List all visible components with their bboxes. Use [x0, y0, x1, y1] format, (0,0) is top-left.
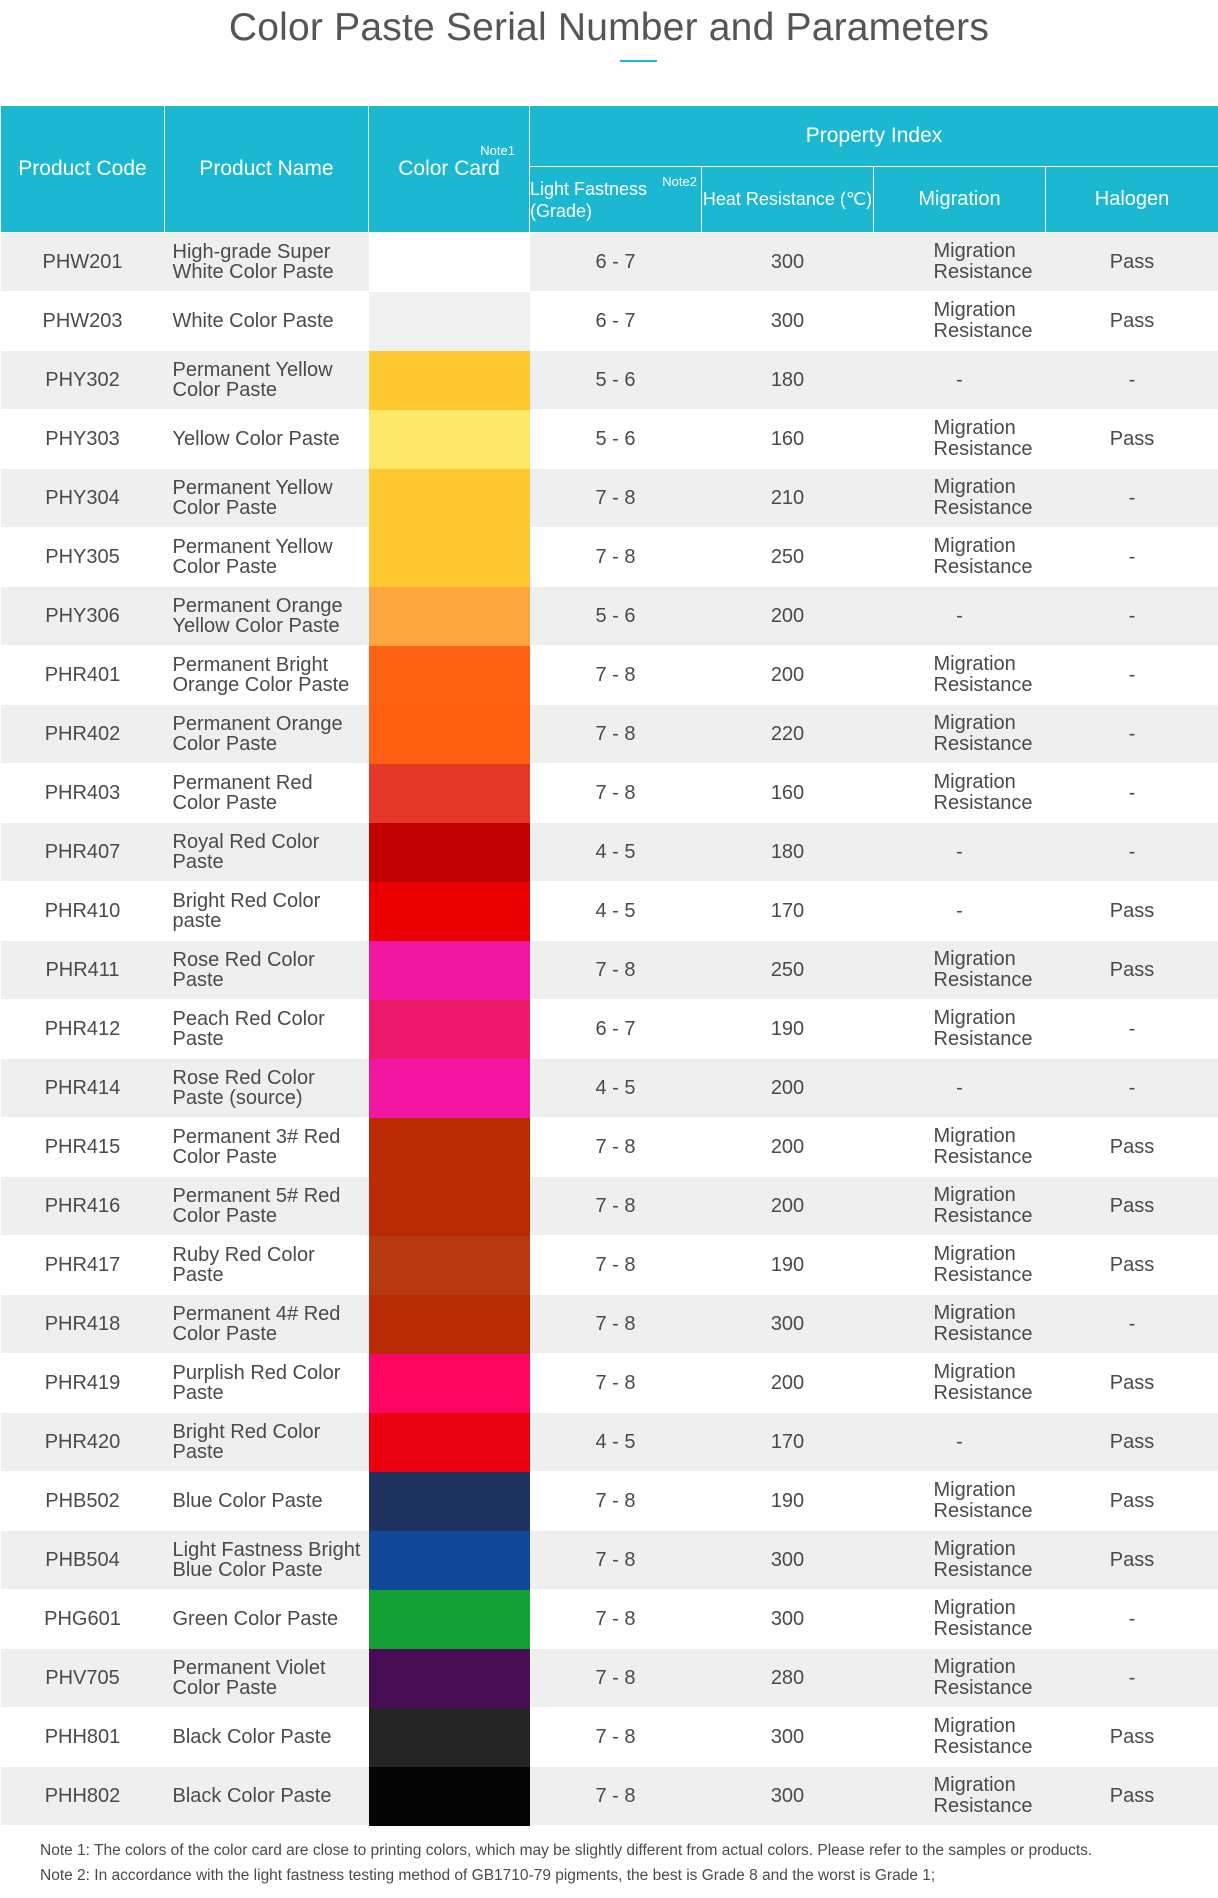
product-name-cell: Rose Red Color Paste [165, 941, 369, 1000]
heat-resistance-cell: 300 [702, 292, 874, 351]
migration-cell: - [874, 1413, 1046, 1472]
migration-cell: Migration Resistance [874, 292, 1046, 351]
color-card-swatch [369, 823, 530, 882]
product-name-cell: Permanent Orange Yellow Color Paste [165, 587, 369, 646]
light-fastness-cell: 7 - 8 [530, 1472, 702, 1531]
heat-resistance-cell: 200 [702, 1177, 874, 1236]
halogen-cell: Pass [1046, 1472, 1218, 1531]
color-card-swatch [369, 1118, 530, 1177]
color-card-swatch [369, 1295, 530, 1354]
migration-cell: - [874, 823, 1046, 882]
light-fastness-cell: 7 - 8 [530, 1295, 702, 1354]
product-code-cell: PHR417 [1, 1236, 165, 1295]
header-color-card-label: Color Card [398, 157, 500, 180]
product-code-cell: PHB502 [1, 1472, 165, 1531]
heat-resistance-cell: 280 [702, 1649, 874, 1708]
table-row [1, 1413, 1218, 1472]
heat-resistance-cell: 200 [702, 1118, 874, 1177]
migration-cell: Migration Resistance [874, 1118, 1046, 1177]
product-name-cell: Permanent Yellow Color Paste [165, 351, 369, 410]
header-light-fastness-label: Light Fastness [530, 178, 648, 199]
migration-cell: Migration Resistance [874, 1708, 1046, 1767]
light-fastness-cell: 7 - 8 [530, 1708, 702, 1767]
light-fastness-cell: 7 - 8 [530, 941, 702, 1000]
halogen-cell: Pass [1046, 1177, 1218, 1236]
product-name-cell: Bright Red Color Paste [165, 1413, 369, 1472]
migration-cell: - [874, 882, 1046, 941]
product-name-cell: Permanent Orange Color Paste [165, 705, 369, 764]
table-row [1, 1472, 1218, 1531]
product-name-cell: White Color Paste [165, 292, 369, 351]
color-card-swatch [369, 646, 530, 705]
light-fastness-cell: 4 - 5 [530, 1059, 702, 1118]
product-name-cell: Permanent 4# Red Color Paste [165, 1295, 369, 1354]
table-row [1, 1531, 1218, 1590]
migration-cell: Migration Resistance [874, 1295, 1046, 1354]
light-fastness-cell: 7 - 8 [530, 469, 702, 528]
table-row [1, 1236, 1218, 1295]
table-row [1, 292, 1218, 351]
light-fastness-cell: 4 - 5 [530, 1413, 702, 1472]
table-row [1, 1295, 1218, 1354]
color-card-swatch [369, 1059, 530, 1118]
heat-resistance-cell: 170 [702, 882, 874, 941]
product-name-cell: Permanent Violet Color Paste [165, 1649, 369, 1708]
migration-cell: Migration Resistance [874, 764, 1046, 823]
color-card-swatch [369, 1000, 530, 1059]
light-fastness-cell: 7 - 8 [530, 1531, 702, 1590]
product-code-cell: PHH802 [1, 1767, 165, 1826]
product-name-cell: Rose Red Color Paste (source) [165, 1059, 369, 1118]
light-fastness-cell: 5 - 6 [530, 410, 702, 469]
product-name-cell: High-grade Super White Color Paste [165, 233, 369, 292]
color-card-swatch [369, 469, 530, 528]
color-card-swatch [369, 1531, 530, 1590]
heat-resistance-cell: 200 [702, 1059, 874, 1118]
heat-resistance-cell: 160 [702, 410, 874, 469]
notes [40, 1838, 1092, 1888]
table-row [1, 1649, 1218, 1708]
color-card-swatch [369, 705, 530, 764]
heat-resistance-cell: 210 [702, 469, 874, 528]
halogen-cell: Pass [1046, 1236, 1218, 1295]
halogen-cell: Pass [1046, 1118, 1218, 1177]
halogen-cell: - [1046, 1059, 1218, 1118]
color-card-swatch [369, 1472, 530, 1531]
table-body [1, 233, 1218, 1826]
heat-resistance-cell: 300 [702, 1295, 874, 1354]
color-card-swatch [369, 1649, 530, 1708]
light-fastness-cell: 4 - 5 [530, 823, 702, 882]
light-fastness-cell: 7 - 8 [530, 1767, 702, 1826]
migration-cell: Migration Resistance [874, 1767, 1046, 1826]
light-fastness-cell: 7 - 8 [530, 764, 702, 823]
header-migration: Migration [874, 167, 1046, 233]
table-row [1, 1000, 1218, 1059]
product-name-cell: Royal Red Color Paste [165, 823, 369, 882]
product-code-cell: PHB504 [1, 1531, 165, 1590]
table-row [1, 351, 1218, 410]
heat-resistance-cell: 190 [702, 1236, 874, 1295]
migration-cell: Migration Resistance [874, 1177, 1046, 1236]
heat-resistance-cell: 220 [702, 705, 874, 764]
halogen-cell: - [1046, 528, 1218, 587]
product-name-cell: Permanent Yellow Color Paste [165, 528, 369, 587]
migration-cell: Migration Resistance [874, 469, 1046, 528]
product-code-cell: PHR415 [1, 1118, 165, 1177]
header-halogen: Halogen [1046, 167, 1218, 233]
product-code-cell: PHY306 [1, 587, 165, 646]
heat-resistance-cell: 190 [702, 1472, 874, 1531]
title-underline [620, 60, 657, 62]
halogen-cell: - [1046, 705, 1218, 764]
table-row [1, 705, 1218, 764]
product-code-cell: PHR410 [1, 882, 165, 941]
product-code-cell: PHW201 [1, 233, 165, 292]
heat-resistance-cell: 190 [702, 1000, 874, 1059]
color-card-swatch [369, 1767, 530, 1826]
heat-resistance-cell: 250 [702, 941, 874, 1000]
header-light-fastness-unit: (Grade) [530, 200, 593, 221]
table-row [1, 410, 1218, 469]
table-row [1, 646, 1218, 705]
light-fastness-cell: 6 - 7 [530, 1000, 702, 1059]
product-code-cell: PHR414 [1, 1059, 165, 1118]
color-card-swatch [369, 410, 530, 469]
halogen-cell: - [1046, 1000, 1218, 1059]
product-name-cell: Yellow Color Paste [165, 410, 369, 469]
table-row [1, 823, 1218, 882]
product-name-cell: Permanent 5# Red Color Paste [165, 1177, 369, 1236]
product-name-cell: Blue Color Paste [165, 1472, 369, 1531]
halogen-cell: Pass [1046, 233, 1218, 292]
parameters-table [0, 105, 1218, 1826]
header-property-index: Property Index [530, 106, 1218, 167]
light-fastness-cell: 6 - 7 [530, 233, 702, 292]
halogen-cell: - [1046, 1295, 1218, 1354]
light-fastness-cell: 6 - 7 [530, 292, 702, 351]
color-card-swatch [369, 351, 530, 410]
color-card-swatch [369, 764, 530, 823]
note-1: Note 1: The colors of the color card are close to printing colors, which may be slightly different from actual colors. Please refer to the samples or products. [40, 1842, 1093, 1859]
halogen-cell: Pass [1046, 1767, 1218, 1826]
heat-resistance-cell: 300 [702, 1708, 874, 1767]
light-fastness-cell: 5 - 6 [530, 587, 702, 646]
table-row [1, 587, 1218, 646]
light-fastness-cell: 7 - 8 [530, 705, 702, 764]
product-name-cell: Permanent Red Color Paste [165, 764, 369, 823]
halogen-cell: Pass [1046, 1531, 1218, 1590]
light-fastness-cell: 7 - 8 [530, 1354, 702, 1413]
heat-resistance-cell: 180 [702, 823, 874, 882]
header-product-name: Product Name [165, 106, 369, 233]
migration-cell: Migration Resistance [874, 646, 1046, 705]
product-name-cell: Permanent Yellow Color Paste [165, 469, 369, 528]
table-row [1, 1118, 1218, 1177]
table-row [1, 1590, 1218, 1649]
product-code-cell: PHR403 [1, 764, 165, 823]
product-code-cell: PHR420 [1, 1413, 165, 1472]
heat-resistance-cell: 160 [702, 764, 874, 823]
halogen-cell: Pass [1046, 1354, 1218, 1413]
halogen-cell: - [1046, 764, 1218, 823]
halogen-cell: - [1046, 1649, 1218, 1708]
migration-cell: Migration Resistance [874, 410, 1046, 469]
heat-resistance-cell: 200 [702, 646, 874, 705]
table-row [1, 233, 1218, 292]
light-fastness-cell: 7 - 8 [530, 1649, 702, 1708]
product-code-cell: PHR407 [1, 823, 165, 882]
heat-resistance-cell: 200 [702, 1354, 874, 1413]
halogen-cell: - [1046, 646, 1218, 705]
product-name-cell: Light Fastness Bright Blue Color Paste [165, 1531, 369, 1590]
halogen-cell: Pass [1046, 1708, 1218, 1767]
heat-resistance-cell: 300 [702, 1531, 874, 1590]
product-name-cell: Bright Red Color paste [165, 882, 369, 941]
product-name-cell: Permanent 3# Red Color Paste [165, 1118, 369, 1177]
color-card-swatch [369, 1354, 530, 1413]
light-fastness-cell: 7 - 8 [530, 1236, 702, 1295]
product-code-cell: PHR418 [1, 1295, 165, 1354]
product-name-cell: Ruby Red Color Paste [165, 1236, 369, 1295]
product-code-cell: PHY304 [1, 469, 165, 528]
note1-superscript: Note1 [480, 143, 515, 158]
product-code-cell: PHR412 [1, 1000, 165, 1059]
light-fastness-cell: 7 - 8 [530, 1177, 702, 1236]
light-fastness-cell: 5 - 6 [530, 351, 702, 410]
table-row [1, 1767, 1218, 1826]
note-2: Note 2: In accordance with the light fastness testing method of GB1710-79 pigments, the best is Grade 8 and the worst is Grade 1; [40, 1867, 936, 1884]
header-light-fastness [530, 167, 702, 233]
migration-cell: Migration Resistance [874, 941, 1046, 1000]
halogen-cell: Pass [1046, 410, 1218, 469]
light-fastness-cell: 4 - 5 [530, 882, 702, 941]
light-fastness-cell: 7 - 8 [530, 646, 702, 705]
table-row [1, 528, 1218, 587]
product-code-cell: PHR402 [1, 705, 165, 764]
color-card-swatch [369, 941, 530, 1000]
migration-cell: Migration Resistance [874, 1472, 1046, 1531]
product-code-cell: PHV705 [1, 1649, 165, 1708]
color-card-swatch [369, 528, 530, 587]
product-code-cell: PHY305 [1, 528, 165, 587]
product-code-cell: PHY302 [1, 351, 165, 410]
header-heat-resistance: Heat Resistance (℃) [702, 167, 874, 233]
migration-cell: - [874, 351, 1046, 410]
migration-cell: Migration Resistance [874, 1531, 1046, 1590]
light-fastness-cell: 7 - 8 [530, 1118, 702, 1177]
light-fastness-cell: 7 - 8 [530, 528, 702, 587]
heat-resistance-cell: 180 [702, 351, 874, 410]
migration-cell: Migration Resistance [874, 1649, 1046, 1708]
migration-cell: Migration Resistance [874, 528, 1046, 587]
halogen-cell: - [1046, 351, 1218, 410]
light-fastness-cell: 7 - 8 [530, 1590, 702, 1649]
product-name-cell: Permanent Bright Orange Color Paste [165, 646, 369, 705]
heat-resistance-cell: 170 [702, 1413, 874, 1472]
heat-resistance-cell: 300 [702, 233, 874, 292]
migration-cell: - [874, 1059, 1046, 1118]
halogen-cell: Pass [1046, 292, 1218, 351]
table-row [1, 1059, 1218, 1118]
product-code-cell: PHR411 [1, 941, 165, 1000]
migration-cell: Migration Resistance [874, 705, 1046, 764]
table-row [1, 941, 1218, 1000]
page-title: Color Paste Serial Number and Parameters [228, 6, 990, 49]
halogen-cell: Pass [1046, 882, 1218, 941]
migration-cell: Migration Resistance [874, 1236, 1046, 1295]
migration-cell: Migration Resistance [874, 1000, 1046, 1059]
table-row [1, 882, 1218, 941]
color-card-swatch [369, 1590, 530, 1649]
product-name-cell: Black Color Paste [165, 1708, 369, 1767]
halogen-cell: - [1046, 587, 1218, 646]
header-product-code: Product Code [1, 106, 165, 233]
product-name-cell: Black Color Paste [165, 1767, 369, 1826]
note2-superscript: Note2 [662, 174, 697, 190]
color-card-swatch [369, 587, 530, 646]
color-card-swatch [369, 292, 530, 351]
color-card-swatch [369, 1236, 530, 1295]
product-name-cell: Green Color Paste [165, 1590, 369, 1649]
product-code-cell: PHH801 [1, 1708, 165, 1767]
color-card-swatch [369, 1413, 530, 1472]
product-code-cell: PHR416 [1, 1177, 165, 1236]
migration-cell: Migration Resistance [874, 1354, 1046, 1413]
migration-cell: Migration Resistance [874, 1590, 1046, 1649]
heat-resistance-cell: 200 [702, 587, 874, 646]
product-code-cell: PHR419 [1, 1354, 165, 1413]
table-row [1, 469, 1218, 528]
color-card-swatch [369, 233, 530, 292]
migration-cell: Migration Resistance [874, 233, 1046, 292]
product-code-cell: PHR401 [1, 646, 165, 705]
table-row [1, 1708, 1218, 1767]
heat-resistance-cell: 250 [702, 528, 874, 587]
heat-resistance-cell: 300 [702, 1590, 874, 1649]
product-name-cell: Purplish Red Color Paste [165, 1354, 369, 1413]
halogen-cell: Pass [1046, 1413, 1218, 1472]
table-row [1, 1354, 1218, 1413]
migration-cell: - [874, 587, 1046, 646]
halogen-cell: - [1046, 1590, 1218, 1649]
halogen-cell: - [1046, 823, 1218, 882]
header-color-card [369, 106, 530, 233]
color-card-swatch [369, 882, 530, 941]
halogen-cell: - [1046, 469, 1218, 528]
color-card-swatch [369, 1177, 530, 1236]
heat-resistance-cell: 300 [702, 1767, 874, 1826]
color-card-swatch [369, 1708, 530, 1767]
table-row [1, 764, 1218, 823]
product-code-cell: PHG601 [1, 1590, 165, 1649]
halogen-cell: Pass [1046, 941, 1218, 1000]
product-name-cell: Peach Red Color Paste [165, 1000, 369, 1059]
product-code-cell: PHW203 [1, 292, 165, 351]
product-code-cell: PHY303 [1, 410, 165, 469]
table-row [1, 1177, 1218, 1236]
